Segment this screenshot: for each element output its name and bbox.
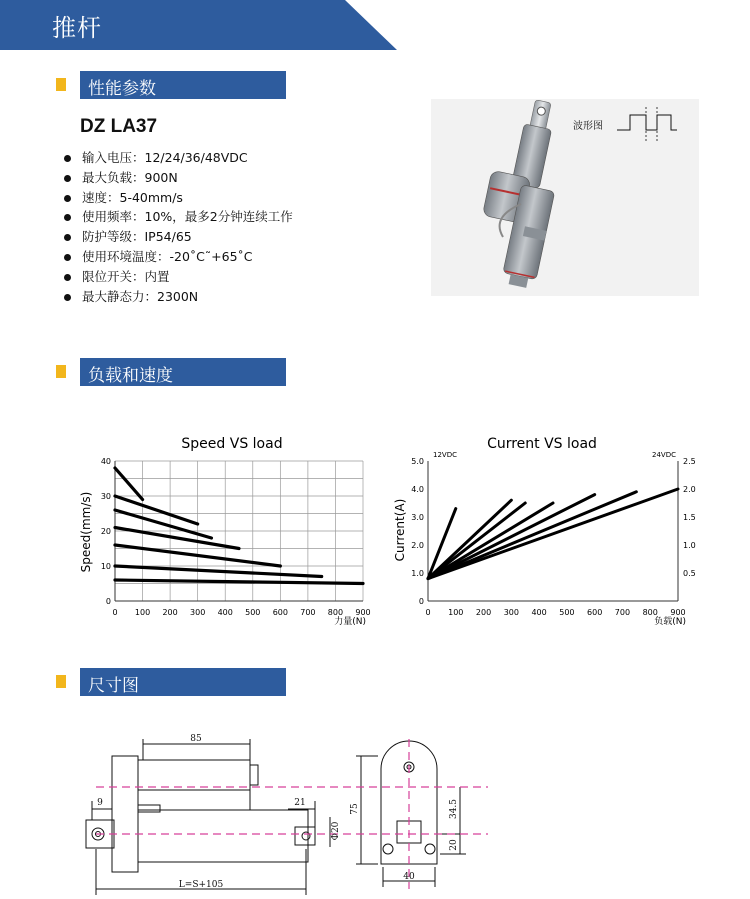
series-line-6 bbox=[428, 492, 636, 579]
chart-ticks bbox=[411, 457, 695, 617]
x-axis-label: 力量(N) bbox=[334, 617, 366, 627]
section-title: 性能参数 bbox=[88, 79, 156, 99]
chart-title: Speed VS load bbox=[181, 436, 283, 452]
current-vs-load-chart bbox=[390, 430, 710, 630]
y-tick-label: 0 bbox=[418, 597, 424, 606]
y-tick-label: 1.0 bbox=[411, 569, 424, 578]
right-axis-voltage-label: 24VDC bbox=[652, 451, 676, 459]
series-line-6 bbox=[115, 566, 322, 577]
chart-title: Current VS load bbox=[487, 436, 597, 452]
series-line-2 bbox=[115, 496, 198, 524]
series-line-5 bbox=[428, 495, 595, 579]
section-bullet-icon bbox=[56, 78, 66, 91]
bullet-icon bbox=[64, 195, 71, 202]
x-tick-label: 800 bbox=[327, 608, 344, 617]
series-line-1 bbox=[115, 468, 143, 500]
speed-vs-load-chart bbox=[70, 430, 400, 630]
actuator-illustration bbox=[431, 99, 699, 296]
y2-tick-label: 2.0 bbox=[683, 485, 696, 494]
x-tick-label: 300 bbox=[503, 608, 519, 617]
bullet-icon bbox=[64, 254, 71, 261]
y-tick-label: 0 bbox=[105, 597, 111, 606]
x-axis-label: 负载(N) bbox=[654, 617, 686, 627]
dim-label-34-5: 34.5 bbox=[449, 798, 459, 820]
chart-series bbox=[428, 489, 678, 579]
dim-label-40: 40 bbox=[403, 872, 415, 882]
spec-item: 使用环境温度：-20˚C˜+65˚C bbox=[64, 247, 293, 267]
x-tick-label: 200 bbox=[162, 608, 178, 617]
chart-ticks bbox=[101, 457, 371, 617]
spec-item: 防护等级：IP54/65 bbox=[64, 227, 293, 247]
product-photo bbox=[431, 99, 699, 296]
bullet-icon bbox=[64, 234, 71, 241]
x-tick-label: 600 bbox=[587, 608, 603, 617]
y-tick-label: 40 bbox=[100, 457, 111, 466]
x-tick-label: 700 bbox=[614, 608, 631, 617]
series-line-2 bbox=[428, 500, 511, 578]
y2-tick-label: 0.5 bbox=[683, 569, 696, 578]
x-tick-label: 900 bbox=[670, 608, 686, 617]
y2-tick-label: 2.5 bbox=[683, 457, 696, 466]
y-axis-label: Speed(mm/s) bbox=[79, 491, 93, 573]
x-tick-label: 400 bbox=[531, 608, 547, 617]
bullet-icon bbox=[64, 175, 71, 182]
page-title: 推杆 bbox=[52, 14, 102, 42]
dim-label-length: L=S+105 bbox=[178, 880, 224, 890]
bullet-icon bbox=[64, 274, 71, 281]
spec-list bbox=[64, 148, 293, 306]
y2-tick-label: 1.5 bbox=[683, 513, 696, 522]
y-tick-label: 3.0 bbox=[411, 513, 424, 522]
x-tick-label: 700 bbox=[300, 608, 316, 617]
spec-item: 最大静态力：2300N bbox=[64, 287, 293, 307]
dim-label-9: 9 bbox=[97, 798, 103, 808]
chart-axes bbox=[428, 461, 678, 601]
x-tick-label: 900 bbox=[355, 608, 371, 617]
x-tick-label: 100 bbox=[134, 608, 151, 617]
dim-label-21: 21 bbox=[294, 798, 306, 808]
y-axis-label: Current(A) bbox=[393, 498, 407, 562]
y-tick-label: 30 bbox=[100, 492, 111, 501]
x-tick-label: 300 bbox=[190, 608, 206, 617]
section-bullet-icon bbox=[56, 675, 66, 688]
bullet-icon bbox=[64, 155, 71, 162]
bullet-icon bbox=[64, 294, 71, 301]
x-tick-label: 200 bbox=[475, 608, 492, 617]
y-tick-label: 5.0 bbox=[411, 457, 424, 466]
bullet-icon bbox=[64, 214, 71, 221]
spec-item: 输入电压：12/24/36/48VDC bbox=[64, 148, 293, 168]
x-tick-label: 800 bbox=[642, 608, 658, 617]
x-tick-label: 600 bbox=[272, 608, 288, 617]
y-tick-label: 20 bbox=[100, 527, 111, 536]
product-model: DZ LA37 bbox=[80, 116, 158, 137]
dim-label-75: 75 bbox=[350, 803, 360, 815]
x-tick-label: 500 bbox=[559, 608, 575, 617]
y-tick-label: 4.0 bbox=[411, 485, 424, 494]
section-title: 负载和速度 bbox=[88, 366, 173, 386]
waveform-label: 波形图 bbox=[573, 121, 603, 132]
x-tick-label: 500 bbox=[245, 608, 261, 617]
spec-item: 速度：5-40mm/s bbox=[64, 188, 293, 208]
dim-label-85: 85 bbox=[190, 734, 202, 744]
x-tick-label: 0 bbox=[112, 608, 118, 617]
center-lines bbox=[96, 739, 488, 889]
spec-item: 使用频率：10%，最多2分钟连续工作 bbox=[64, 207, 293, 227]
dim-label-20: 20 bbox=[449, 839, 459, 851]
section-bullet-icon bbox=[56, 365, 66, 378]
waveform-icon bbox=[617, 115, 677, 130]
dim-label-phi20: Φ20 bbox=[331, 821, 341, 841]
spec-item: 限位开关：内置 bbox=[64, 267, 293, 287]
x-tick-label: 100 bbox=[448, 608, 464, 617]
y2-tick-label: 1.0 bbox=[683, 541, 696, 550]
series-line-7 bbox=[115, 580, 363, 584]
left-axis-voltage-label: 12VDC bbox=[433, 451, 457, 459]
y-tick-label: 2.0 bbox=[411, 541, 424, 550]
y-tick-label: 10 bbox=[100, 562, 111, 571]
x-tick-label: 400 bbox=[217, 608, 233, 617]
page-banner bbox=[0, 0, 750, 50]
section-title: 尺寸图 bbox=[88, 676, 139, 696]
spec-item: 最大负载：900N bbox=[64, 168, 293, 188]
dimension-drawing bbox=[0, 709, 750, 899]
x-tick-label: 0 bbox=[425, 608, 431, 617]
